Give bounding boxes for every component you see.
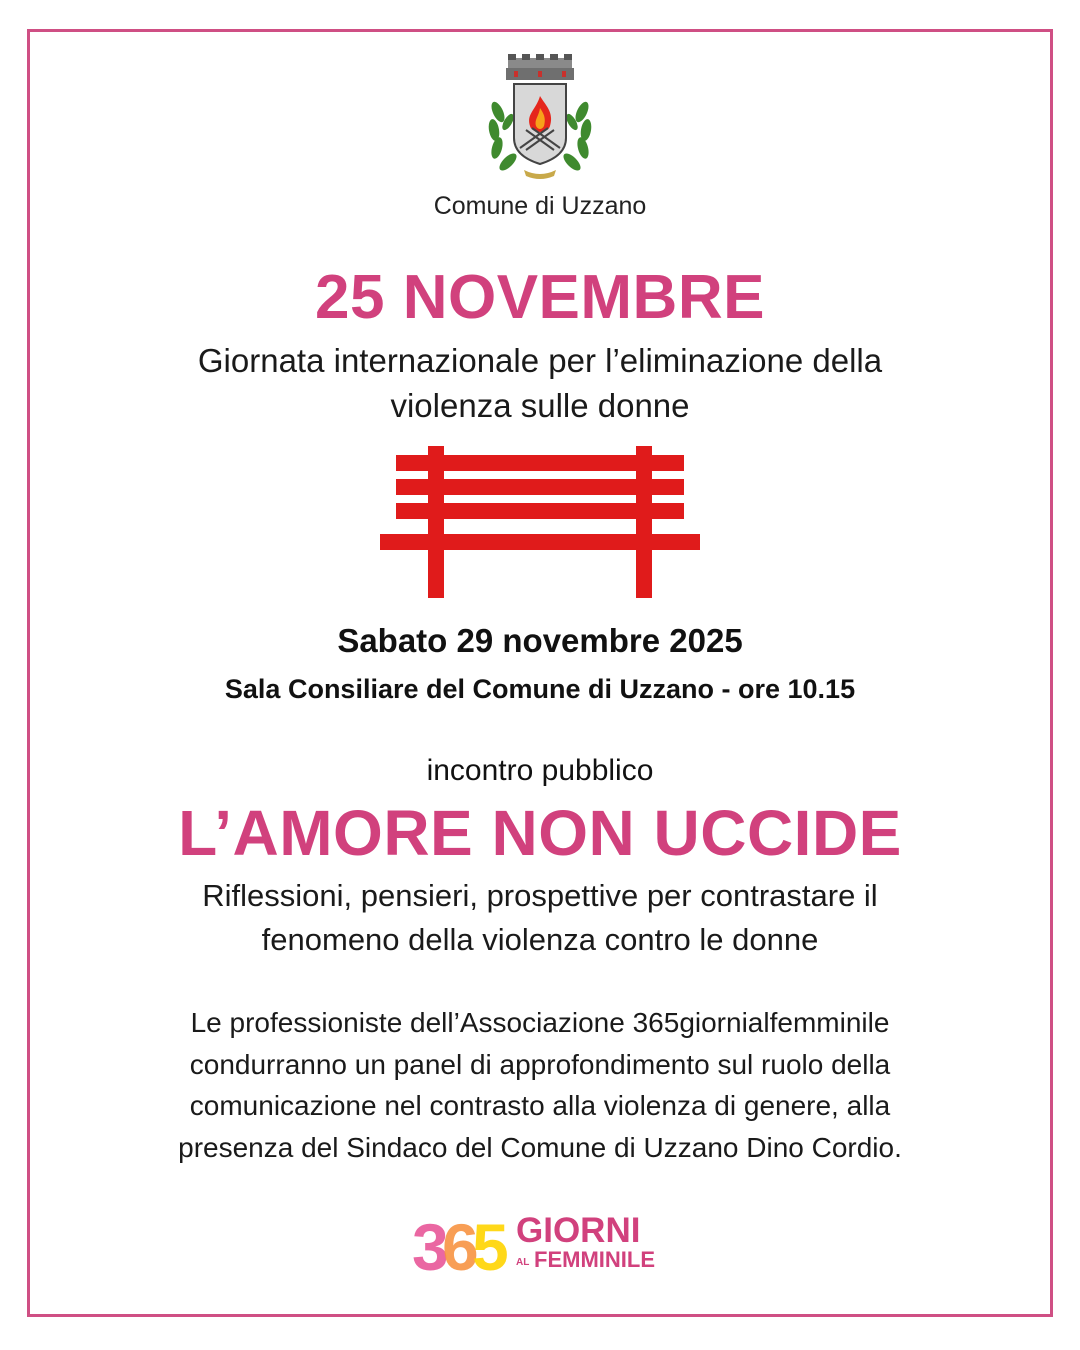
town-name: Comune di Uzzano xyxy=(433,192,647,220)
event-place-time: Sala Consiliare del Comune di Uzzano - ore 10.15 xyxy=(224,674,856,704)
body-line-1: Le professioniste dell’Associazione 365giornialfemminile xyxy=(190,1007,890,1038)
footer-logo xyxy=(412,1212,674,1278)
uzzano-coat-of-arms-icon xyxy=(484,52,596,182)
svg-text:3: 3 xyxy=(412,1212,449,1278)
body-line-2: condurranno un panel di approfondimento sul ruolo della xyxy=(189,1048,891,1080)
logo-word-femminile: FEMMINILE xyxy=(534,1247,655,1272)
svg-text:5: 5 xyxy=(472,1212,509,1278)
headline-subtitle xyxy=(0,338,1080,428)
logo-word-al: AL xyxy=(516,1257,530,1268)
description-line-1: Riflessioni, pensieri, prospettive per contrastare il xyxy=(202,878,878,913)
subtitle-line-1: Giornata internazionale per l’eliminazione della xyxy=(197,342,883,379)
body-line-4: presenza del Sindaco del Comune di Uzzano Dino Cordio. xyxy=(178,1131,902,1163)
event-date: Sabato 29 novembre 2025 xyxy=(337,622,743,659)
red-bench-icon xyxy=(380,446,700,598)
description-line-2: fenomeno della violenza contro le donne xyxy=(261,922,819,957)
svg-text:6: 6 xyxy=(442,1212,479,1278)
subtitle-line-2: violenza sulle donne xyxy=(390,387,690,424)
body-paragraph xyxy=(0,1002,1080,1168)
event-description xyxy=(0,874,1080,962)
body-line-3: comunicazione nel contrasto alla violenza di genere, alla xyxy=(189,1090,891,1121)
logo-365-mark xyxy=(412,1212,512,1278)
event-kicker: incontro pubblico xyxy=(426,754,654,787)
event-title: L’AMORE NON UCCIDE xyxy=(178,797,902,869)
logo-word-giorni: GIORNI xyxy=(516,1211,641,1250)
headline-date: 25 NOVEMBRE xyxy=(315,263,765,332)
